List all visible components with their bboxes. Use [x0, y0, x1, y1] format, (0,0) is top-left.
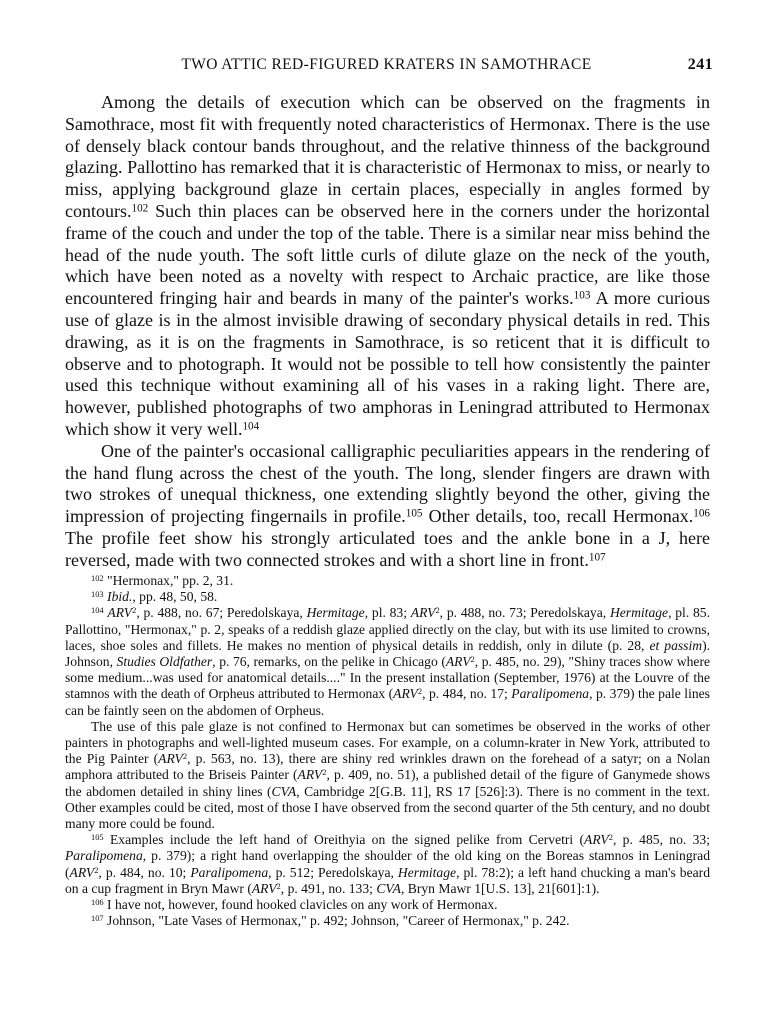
page-number: 241	[687, 56, 713, 73]
footnote-104: $^{104}$ ARV$^2$, p. 488, no. 67; Peredolskaya, Hermitage, pl. 83; ARV$^2$, p. 488, no. 73; Peredolskaya, Hermitage, pl. 85. Pallottino, "Hermonax," p. 2, speaks of a reddish glaze applied directly on the clay, but with its use limited to crowns, laces, shoe soles and fillets. He makes no mention of physical details in reddish, only in dilute (p. 28, et passim). Johnson, Studies Oldfather, p. 76, remarks, on the pelike in Chicago (ARV$^2$, p. 485, no. 29), "Shiny traces show where some medium...was used for anatomical details...." In the present installation (September, 1976) at the Louvre of the stamnos with the death of Orpheus attributed to Hermonax (ARV$^2$, p. 484, no. 17; Paralipomena, p. 379) the pale lines can be faintly seen on the abdomen of Orpheus.	[65, 605, 711, 718]
body-text	[65, 92, 710, 572]
paragraph-1: Among the details of execution which can be observed on the fragments in Samothrace, most fit with frequently noted characteristics of Hermonax. There is the use of densely black contour bands throughout, and the relative thinness of the background glazing. Pallottino has remarked that it is characteristic of Hermonax to miss, or nearly to miss, applying background glaze in certain places, especially in angles formed by contours.$^{102}$ Such thin places can be observed here in the corners under the horizontal frame of the couch and under the top of the table. There is a similar near miss behind the head of the nude youth. The soft little curls of dilute glaze on the neck of the youth, which have been noted as a novelty with respect to Archaic practice, are like those encountered fringing hair and beards in many of the painter's works.$^{103}$ A more curious use of glaze is in the almost invisible drawing of secondary physical details in red. This drawing, as it is on the fragments in Samothrace, is so reticent that it is difficult to observe and to photograph. It would not be possible to tell how consistently the painter used this technique without examining all of his vases in a raking light. There are, however, published photographs of two amphoras in Leningrad attributed to Hermonax which show it very well.$^{104}$	[65, 92, 710, 439]
running-title: TWO ATTIC RED-FIGURED KRATERS IN SAMOTHRACE	[181, 56, 592, 73]
running-header	[60, 56, 713, 78]
footnote-ref-105: 105	[405, 507, 423, 520]
paragraph-2: One of the painter's occasional calligraphic peculiarities appears in the rendering of the hand flung across the chest of the youth. The long, slender fingers are drawn with two strokes of unequal thickness, one extending slightly beyond the other, giving the impression of projecting fingernails in profile.$^{105}$ Other details, too, recall Hermonax.$^{106}$ The profile feet show his strongly articulated toes and the ankle bone in a J, here reversed, made with two connected strokes and with a short line in front.$^{107}$	[65, 440, 710, 570]
footnote-107: $^{107}$ Johnson, "Late Vases of Hermonax," p. 492; Johnson, "Career of Hermonax," p. 242.	[91, 913, 570, 929]
footnote-ref-104: 104	[242, 420, 260, 433]
footnote-ref-107: 107	[588, 551, 606, 564]
footnote-ref-106: 106	[693, 507, 710, 520]
footnotes	[65, 573, 710, 929]
footnote-106: $^{106}$ I have not, however, found hooked clavicles on any work of Hermonax.	[91, 896, 498, 913]
footnote-105: $^{105}$ Examples include the left hand of Oreithyia on the signed pelike from Cervetri (ARV$^2$, p. 485, no. 33; Paralipomena, p. 379); a right hand overlapping the shoulder of the old king on the Boreas stamnos in Leningrad (ARV$^2$, p. 484, no. 10; Paralipomena, p. 512; Peredolskaya, Hermitage, pl. 78:2); a left hand chucking a man's beard on a cup fragment in Bryn Mawr (ARV$^2$, p. 491, no. 133; CVA, Bryn Mawr 1[U.S. 13], 21[601]:1).	[65, 832, 710, 896]
footnote-ref-103: 103	[573, 289, 591, 302]
footnote-ref-102: 102	[131, 202, 149, 215]
footnote-104-continued: The use of this pale glaze is not confined to Hermonax but can sometimes be observed in the works of other painters in photographs and well-lighted museum cases. For example, on a column-krater in New York, attributed to the Pig Painter (ARV$^2$, p. 563, no. 13), there are shiny red wrinkles drawn on the forehead of a satyr; on a Nolan amphora attributed to the Briseis Painter (ARV$^2$, p. 409, no. 51), a published detail of the figure of Ganymede shows the abdomen detailed in shiny lines (CVA, Cambridge 2[G.B. 11], RS 17 [526]:3). There is no comment in the text. Other examples could be cited, most of those I have observed from the second quarter of the 5th century, and no doubt many more could be found.	[65, 718, 711, 832]
footnote-102: $^{102}$ "Hermonax," pp. 2, 31.	[91, 572, 234, 588]
footnote-103: $^{103}$ Ibid., pp. 48, 50, 58.	[91, 589, 218, 605]
